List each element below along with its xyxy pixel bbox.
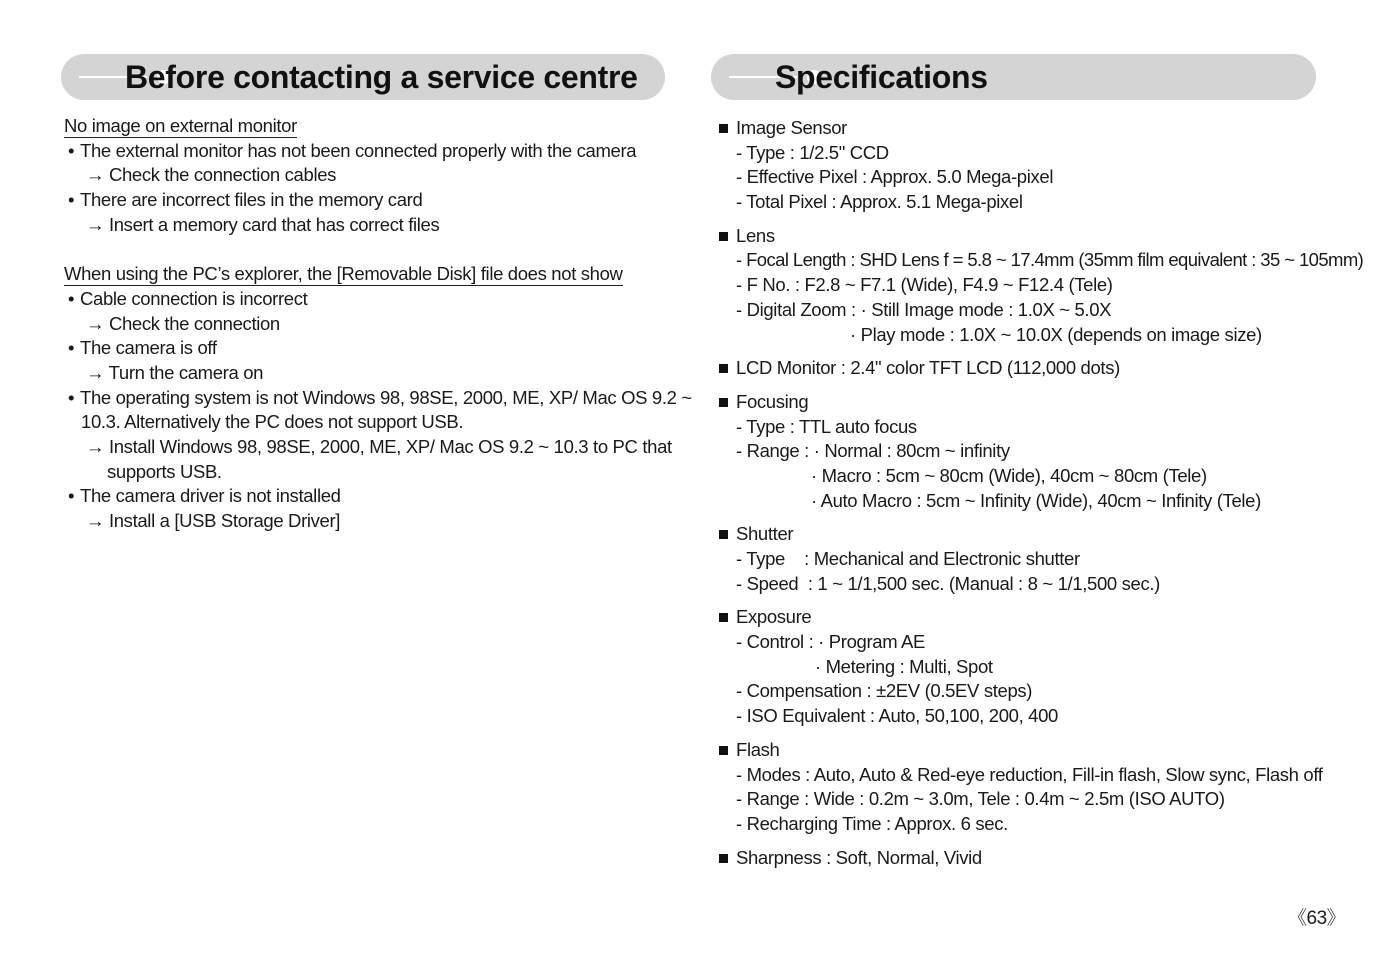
spec-line: - Digital Zoom : · Still Image mode : 1.0X ~ 5.0X <box>736 298 1112 320</box>
troubleshoot-action: → Check the connection <box>86 312 280 334</box>
spec-heading-flash: Flash <box>719 738 1339 763</box>
bullet-icon: • <box>68 139 75 161</box>
spec-line: - Speed : 1 ~ 1/1,500 sec. (Manual : 8 ~ 1/1,500 sec.) <box>736 572 1160 594</box>
arrow-right-icon: → <box>86 213 105 235</box>
square-bullet-icon <box>719 124 728 133</box>
troubleshoot-action: → Install Windows 98, 98SE, 2000, ME, XP/ Mac OS 9.2 ~ 10.3 to PC that <box>86 435 672 457</box>
spec-line: - Modes : Auto, Auto & Red-eye reduction, Fill-in flash, Slow sync, Flash off <box>736 763 1323 785</box>
troubleshoot-action-continued: supports USB. <box>107 460 222 482</box>
spec-heading-lens: Lens <box>719 224 1339 249</box>
bullet-icon: • <box>68 189 75 211</box>
spec-line: - Focal Length : SHD Lens f = 5.8 ~ 17.4mm (35mm film equivalent : 35 ~ 105mm) <box>736 249 1364 271</box>
spec-line: · Macro : 5cm ~ 80cm (Wide), 40cm ~ 80cm (Tele) <box>811 464 1207 486</box>
troubleshoot-heading: When using the PC’s explorer, the [Removable Disk] file does not show <box>64 263 623 285</box>
troubleshoot-heading: No image on external monitor <box>64 115 297 136</box>
dot-bullet-icon: · <box>811 489 817 511</box>
dot-bullet-icon: · <box>813 440 820 462</box>
spec-heading-focusing: Focusing <box>719 390 1339 415</box>
spec-line: · Metering : Multi, Spot <box>815 655 993 677</box>
spec-line: - Range : Wide : 0.2m ~ 3.0m, Tele : 0.4m ~ 2.5m (ISO AUTO) <box>736 788 1225 810</box>
arrow-right-icon: → <box>86 510 105 531</box>
troubleshoot-cause: • Cable connection is incorrect <box>64 287 654 312</box>
square-bullet-icon <box>719 398 728 407</box>
specifications-column <box>719 116 1364 870</box>
troubleshoot-cause: • There are incorrect files in the memory card <box>64 188 654 213</box>
dot-bullet-icon: · <box>818 631 824 653</box>
square-bullet-icon <box>719 854 728 863</box>
arrow-right-icon: → <box>86 435 105 457</box>
bullet-icon: • <box>68 386 75 408</box>
section-title-banner <box>61 54 665 100</box>
troubleshoot-cause: • The camera is off <box>64 336 654 361</box>
troubleshoot-cause: • The operating system is not Windows 98, 98SE, 2000, ME, XP/ Mac OS 9.2 ~ <box>64 386 654 411</box>
bullet-icon: • <box>68 485 75 507</box>
page-title-right: Specifications <box>775 59 988 95</box>
troubleshoot-action: → Install a [USB Storage Driver] <box>86 510 341 531</box>
spec-line: - Type : 1/2.5" CCD <box>736 141 889 163</box>
troubleshoot-cause-continued: 10.3. Alternatively the PC does not support USB. <box>81 411 464 433</box>
troubleshoot-cause: • The camera driver is not installed <box>64 484 654 509</box>
page-title-left: Before contacting a service centre <box>125 59 638 95</box>
arrow-right-icon: → <box>86 361 105 383</box>
spec-line: · Play mode : 1.0X ~ 10.0X (depends on image size) <box>850 323 1262 345</box>
spec-heading-shutter: Shutter <box>719 522 1339 547</box>
arrow-right-icon: → <box>86 164 105 186</box>
spec-line: - Compensation : ±2EV (0.5EV steps) <box>736 680 1033 702</box>
spec-line: - Range : · Normal : 80cm ~ infinity <box>736 440 1010 462</box>
spec-line: - Type : TTL auto focus <box>736 415 917 437</box>
bullet-icon: • <box>68 337 75 359</box>
troubleshoot-action: → Insert a memory card that has correct files <box>86 213 440 235</box>
specifications-title-banner <box>711 54 1316 100</box>
dot-bullet-icon: · <box>811 464 817 486</box>
dot-bullet-icon: · <box>850 323 856 345</box>
spec-heading-sharpness: Sharpness : Soft, Normal, Vivid <box>719 846 1339 871</box>
spec-line: · Auto Macro : 5cm ~ Infinity (Wide), 40cm ~ Infinity (Tele) <box>811 489 1261 511</box>
spec-line: - Control : · Program AE <box>736 631 926 653</box>
troubleshooting-column <box>64 114 692 534</box>
bullet-icon: • <box>68 287 75 309</box>
troubleshoot-action: → Check the connection cables <box>86 164 337 186</box>
square-bullet-icon <box>719 746 728 755</box>
square-bullet-icon <box>719 364 728 373</box>
page-number: 《63》 <box>1288 908 1346 929</box>
spec-heading-image-sensor: Image Sensor <box>719 116 1339 141</box>
spec-line: - Total Pixel : Approx. 5.1 Mega-pixel <box>736 191 1023 213</box>
dot-bullet-icon: · <box>860 298 867 320</box>
arrow-right-icon: → <box>86 312 105 334</box>
spec-line: - F No. : F2.8 ~ F7.1 (Wide), F4.9 ~ F12.4 (Tele) <box>736 274 1113 296</box>
dot-bullet-icon: · <box>815 655 821 677</box>
troubleshoot-action: → Turn the camera on <box>86 361 264 383</box>
spec-line: - Recharging Time : Approx. 6 sec. <box>736 812 1008 834</box>
spec-line: - ISO Equivalent : Auto, 50,100, 200, 400 <box>736 705 1058 727</box>
spec-line: - Effective Pixel : Approx. 5.0 Mega-pixel <box>736 166 1054 188</box>
spec-heading-lcd: LCD Monitor : 2.4" color TFT LCD (112,000 dots) <box>719 356 1339 381</box>
troubleshoot-cause: • The external monitor has not been connected properly with the camera <box>64 139 654 164</box>
square-bullet-icon <box>719 530 728 539</box>
spec-heading-exposure: Exposure <box>719 605 1339 630</box>
square-bullet-icon <box>719 232 728 241</box>
spec-line: - Type : Mechanical and Electronic shutter <box>736 548 1080 569</box>
square-bullet-icon <box>719 613 728 622</box>
